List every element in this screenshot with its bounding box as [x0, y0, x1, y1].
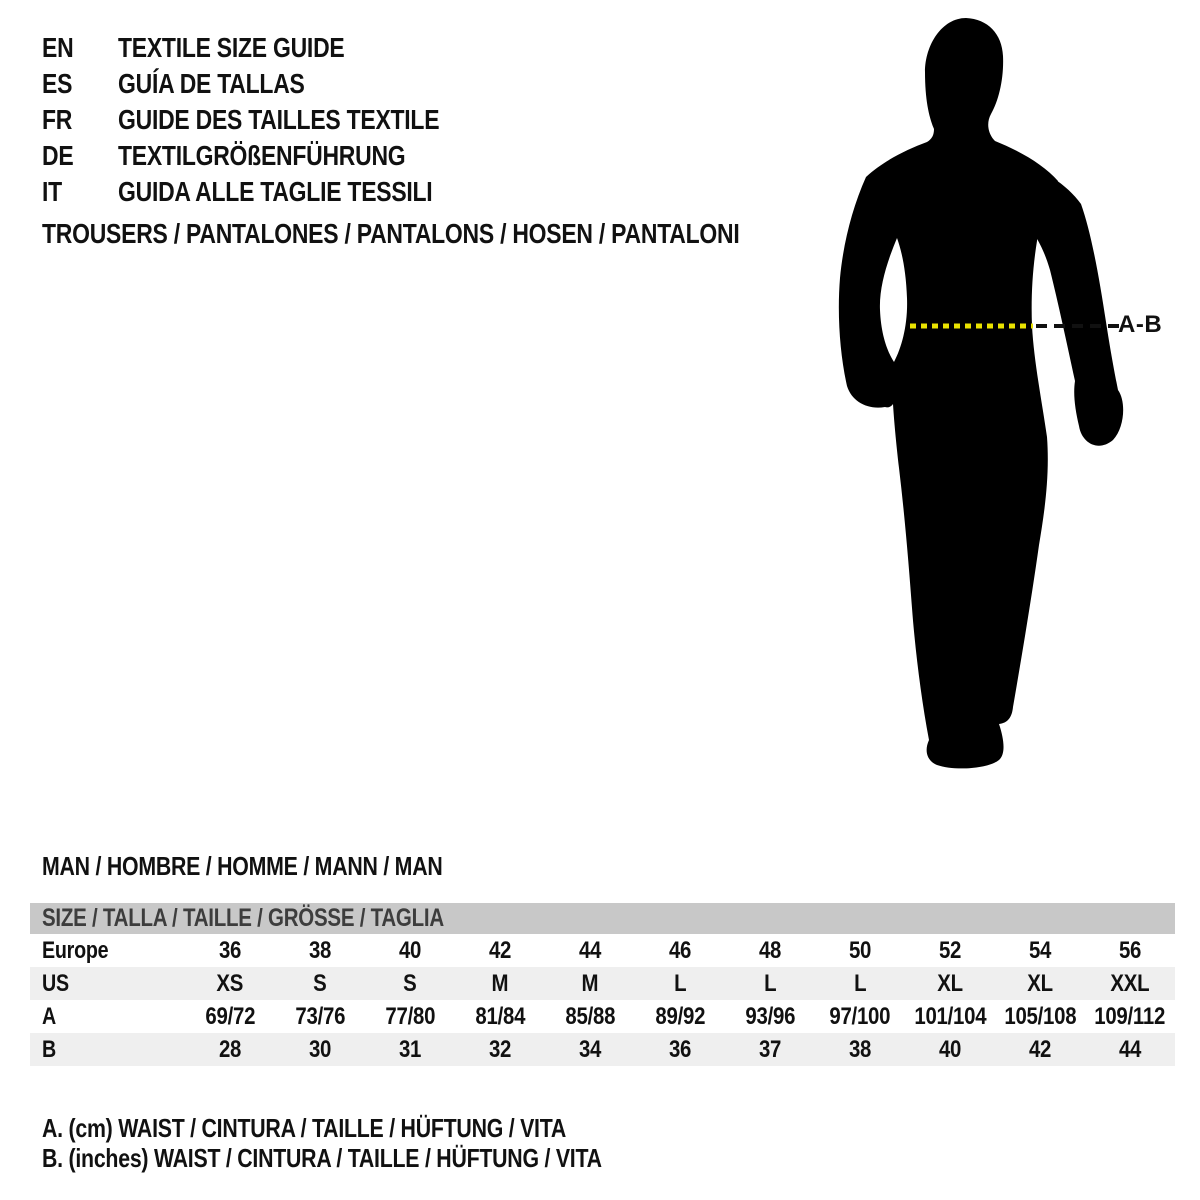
- language-row-en: [0, 30, 800, 66]
- table-cell: 81/84: [475, 1003, 525, 1030]
- language-code: ES: [42, 68, 73, 99]
- table-cell: 97/100: [829, 1003, 891, 1030]
- table-cell: 50: [848, 937, 872, 964]
- table-cell: 34: [578, 1036, 602, 1063]
- table-cell: S: [313, 970, 327, 997]
- table-cell: 69/72: [205, 1003, 255, 1030]
- language-row-de: [0, 138, 800, 174]
- table-cell: L: [853, 970, 867, 997]
- note-waist-cm: A. (cm) WAIST / CINTURA / TAILLE / HÜFTUNG / VITA: [42, 1113, 567, 1143]
- language-title: TEXTILE SIZE GUIDE: [118, 32, 345, 63]
- table-cell: M: [581, 970, 599, 997]
- man-silhouette-svg: [830, 10, 1200, 790]
- table-cell: 56: [1118, 937, 1142, 964]
- man-silhouette-body: [839, 18, 1058, 768]
- language-code: EN: [42, 32, 74, 63]
- table-cell: S: [403, 970, 417, 997]
- table-cell: 36: [668, 1036, 692, 1063]
- table-cell: L: [763, 970, 777, 997]
- table-cell: 48: [758, 937, 782, 964]
- table-cell: 93/96: [745, 1003, 795, 1030]
- table-cell: 42: [1028, 1036, 1052, 1063]
- size-table-header: SIZE / TALLA / TAILLE / GRÖSSE / TAGLIA: [30, 903, 1175, 934]
- table-cell: L: [673, 970, 687, 997]
- table-cell: 32: [488, 1036, 512, 1063]
- product-title: TROUSERS / PANTALONES / PANTALONS / HOSEN / PANTALONI: [42, 218, 740, 249]
- row-label: A: [42, 1003, 56, 1030]
- row-label: Europe: [42, 937, 109, 964]
- language-row-it: [0, 174, 800, 210]
- table-cell: 89/92: [655, 1003, 705, 1030]
- table-cell: 36: [218, 937, 242, 964]
- table-cell: 44: [1118, 1036, 1142, 1063]
- language-code: DE: [42, 140, 74, 171]
- table-cell: 44: [578, 937, 602, 964]
- table-cell: 31: [398, 1036, 422, 1063]
- table-cell: 77/80: [385, 1003, 435, 1030]
- language-code: FR: [42, 104, 73, 135]
- language-title: TEXTILGRÖßENFÜHRUNG: [118, 140, 406, 171]
- table-cell: 28: [218, 1036, 242, 1063]
- table-cell: 42: [488, 937, 512, 964]
- row-label: B: [42, 1036, 56, 1063]
- note-waist-inches: B. (inches) WAIST / CINTURA / TAILLE / HÜFTUNG / VITA: [42, 1143, 602, 1173]
- table-cell: 85/88: [565, 1003, 615, 1030]
- table-cell: 46: [668, 937, 692, 964]
- size-table: [30, 903, 1175, 1066]
- table-cell: XL: [1027, 970, 1053, 997]
- language-title: GUIDA ALLE TAGLIE TESSILI: [118, 176, 433, 207]
- language-row-es: [0, 66, 800, 102]
- measure-label-ab: A-B: [1118, 311, 1163, 338]
- man-silhouette-figure: [830, 10, 1200, 790]
- language-title: GUIDE DES TAILLES TEXTILE: [118, 104, 440, 135]
- table-cell: 40: [938, 1036, 962, 1063]
- table-cell: 40: [398, 937, 422, 964]
- table-cell: 37: [758, 1036, 782, 1063]
- table-cell: 38: [848, 1036, 872, 1063]
- table-cell: XL: [937, 970, 963, 997]
- table-cell: 38: [308, 937, 332, 964]
- table-cell: 54: [1028, 937, 1052, 964]
- table-cell: 30: [308, 1036, 332, 1063]
- table-cell: 101/104: [914, 1003, 986, 1030]
- table-cell: 73/76: [295, 1003, 345, 1030]
- table-row-us: [30, 967, 1175, 1000]
- language-row-fr: [0, 102, 800, 138]
- row-label: US: [42, 970, 69, 997]
- table-row-europe: [30, 934, 1175, 967]
- language-code: IT: [42, 176, 62, 207]
- language-title: GUÍA DE TALLAS: [118, 68, 305, 99]
- table-cell: M: [491, 970, 509, 997]
- table-cell: 52: [938, 937, 962, 964]
- table-row-a-cm: [30, 1000, 1175, 1033]
- table-cell: XXL: [1110, 970, 1150, 997]
- table-cell: 109/112: [1094, 1003, 1166, 1030]
- section-title-man: MAN / HOMBRE / HOMME / MANN / MAN: [42, 851, 443, 881]
- table-cell: XS: [216, 970, 244, 997]
- table-row-b-inches: [30, 1033, 1175, 1066]
- table-cell: 105/108: [1004, 1003, 1076, 1030]
